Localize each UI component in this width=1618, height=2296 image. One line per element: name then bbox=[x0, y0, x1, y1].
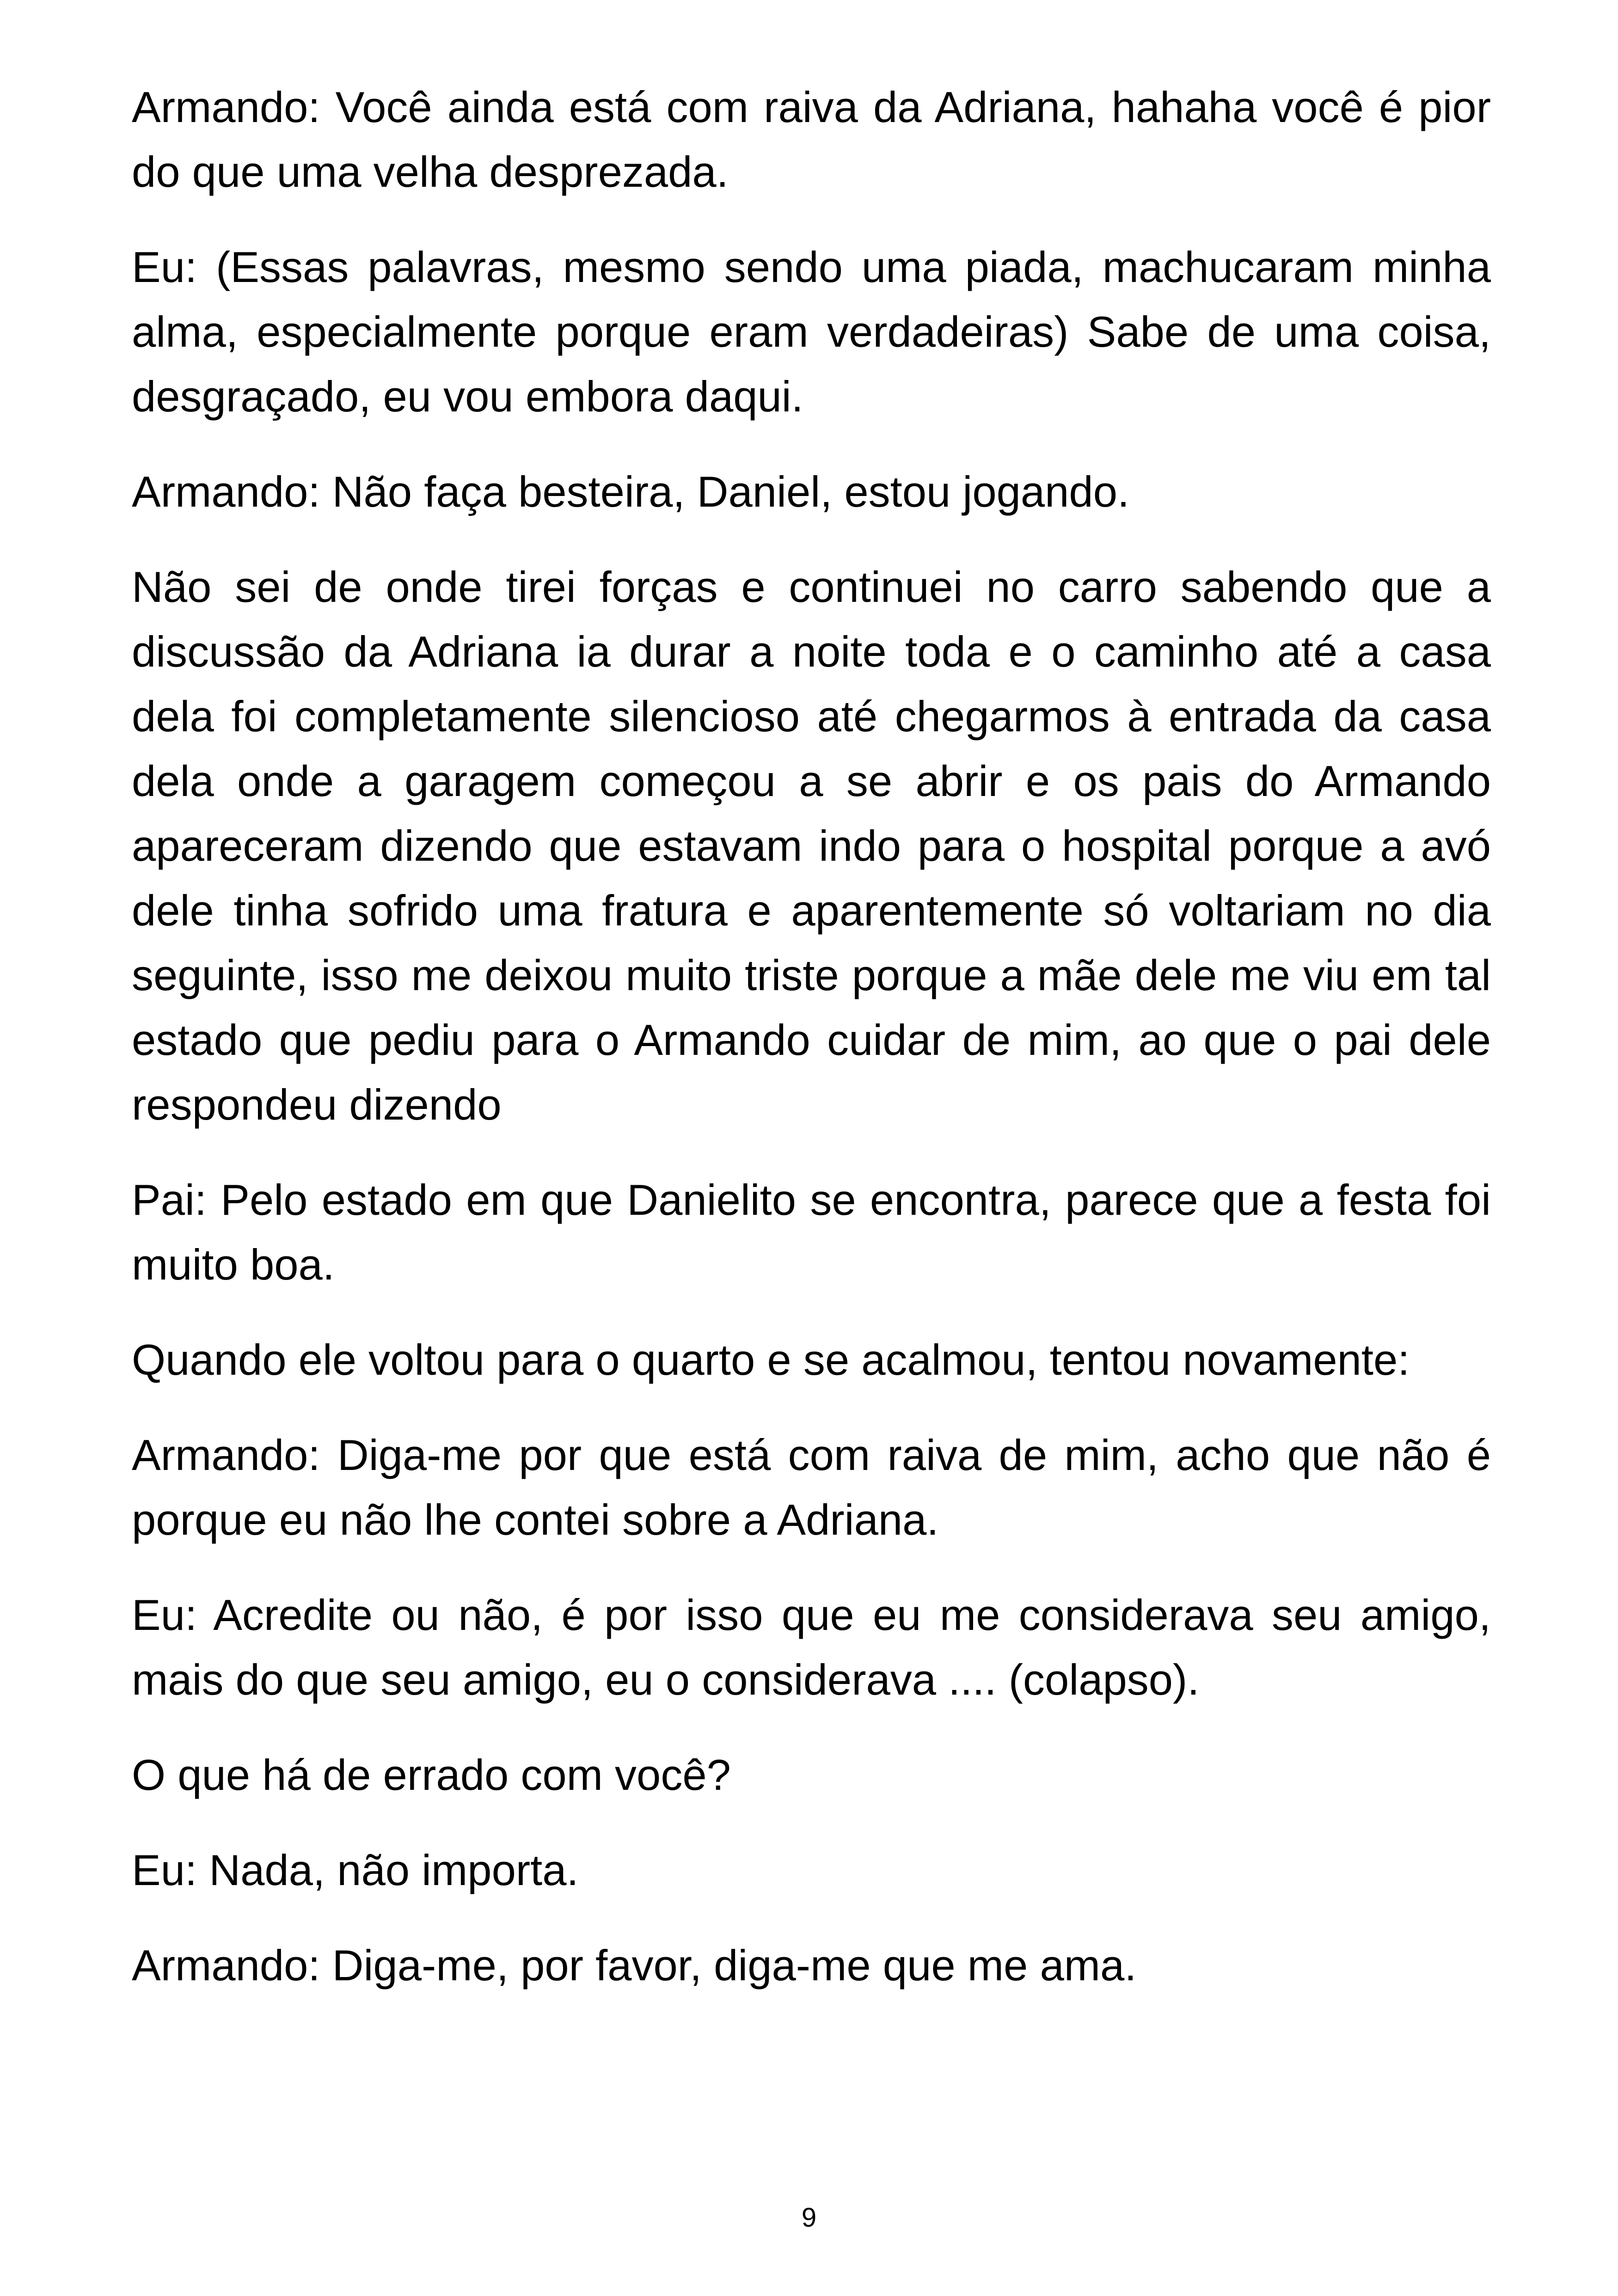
paragraph: Armando: Diga-me por que está com raiva de mim, acho que não é porque eu não lhe contei sobre a Adriana. bbox=[132, 1431, 1491, 1544]
paragraph: O que há de errado com você? bbox=[132, 1751, 731, 1799]
paragraph: Não sei de onde tirei forças e continuei no carro sabendo que a discussão da Adriana ia durar a noite toda e o caminho até a casa dela foi completamente silencioso até chegarmos à entrada da casa dela onde a garagem começou a se abrir e os pais do Armando apareceram dizendo que estavam indo para o hospital porque a avó dele tinha sofrido uma fratura e aparentemente só voltariam no dia seguinte, isso me deixou muito triste porque a mãe dele me viu em tal estado que pediu para o Armando cuidar de mim, ao que o pai dele respondeu dizendo bbox=[132, 563, 1491, 1129]
paragraph: Eu: Acredite ou não, é por isso que eu me considerava seu amigo, mais do que seu amigo, eu o considerava .... (colapso). bbox=[132, 1591, 1491, 1704]
paragraph: Quando ele voltou para o quarto e se acalmou, tentou novamente: bbox=[132, 1335, 1410, 1384]
paragraph: Pai: Pelo estado em que Danielito se encontra, parece que a festa foi muito boa. bbox=[132, 1176, 1491, 1289]
paragraph: Armando: Você ainda está com raiva da Adriana, hahaha você é pior do que uma velha desprezada. bbox=[132, 83, 1491, 196]
paragraph: Armando: Diga-me, por favor, diga-me que me ama. bbox=[132, 1941, 1137, 1990]
body-text bbox=[132, 75, 1491, 2028]
paragraph: Eu: (Essas palavras, mesmo sendo uma piada, machucaram minha alma, especialmente porque eram verdadeiras) Sabe de uma coisa, desgraçado, eu vou embora daqui. bbox=[132, 243, 1491, 421]
paragraph: Eu: Nada, não importa. bbox=[132, 1846, 579, 1894]
paragraph: Armando: Não faça besteira, Daniel, estou jogando. bbox=[132, 467, 1130, 516]
page-number: 9 bbox=[801, 2203, 817, 2233]
